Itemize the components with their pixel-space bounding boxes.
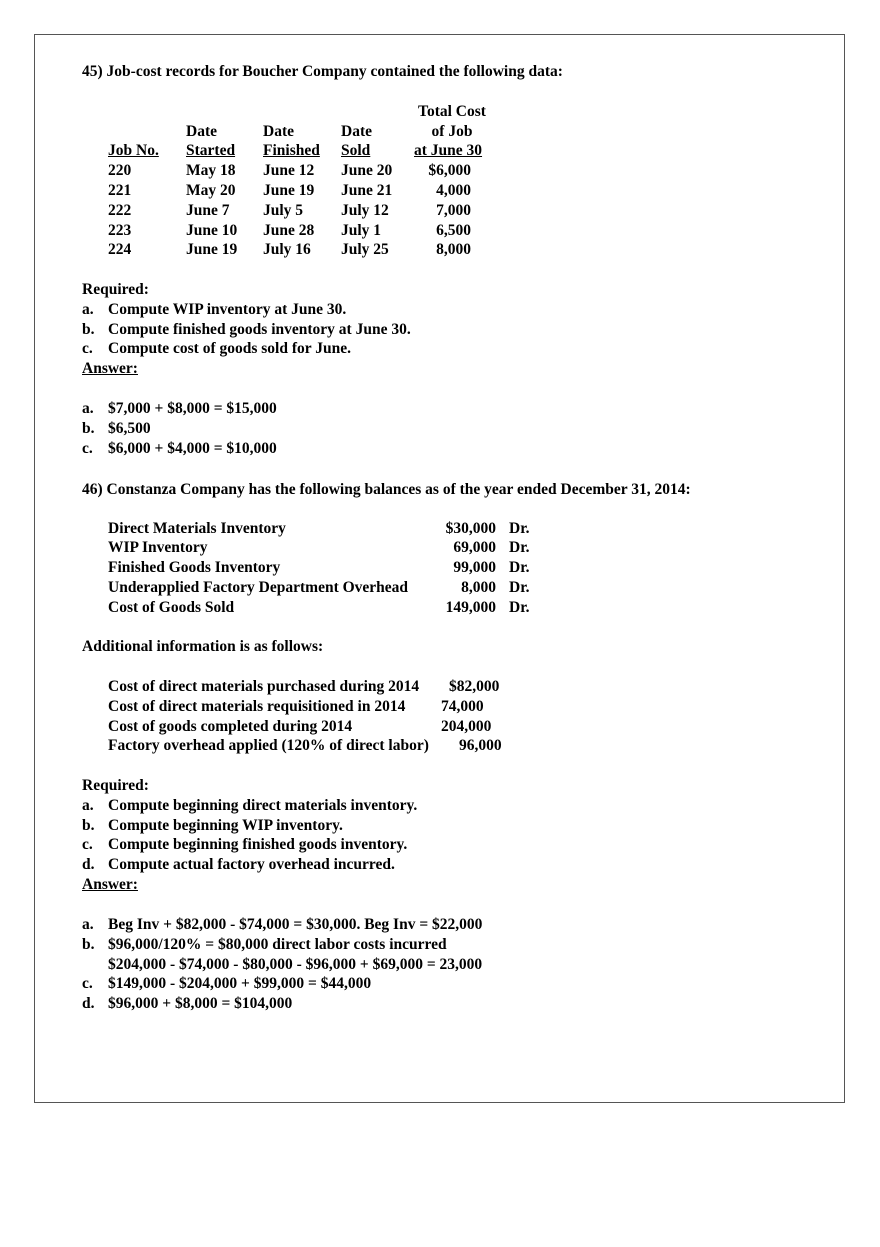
cell-finished: June 12 — [263, 162, 315, 179]
cell-job-no: 223 — [108, 222, 132, 239]
cell-started: May 20 — [186, 182, 236, 199]
cell-sold: July 12 — [341, 202, 389, 219]
balance-dr: Dr. — [509, 559, 530, 576]
item-marker: b. — [82, 419, 95, 437]
item-text: Compute WIP inventory at June 30. — [108, 300, 347, 318]
list-item — [82, 994, 482, 1014]
item-marker: b. — [82, 935, 95, 953]
cell-cost: 4,000 — [436, 182, 471, 199]
list-item — [82, 399, 277, 419]
cell-job-no: 224 — [108, 241, 132, 258]
item-text: Compute cost of goods sold for June. — [108, 340, 351, 358]
item-marker: a. — [82, 300, 94, 318]
balance-amount: 8,000 — [461, 579, 496, 596]
list-item — [82, 915, 482, 935]
item-marker: a. — [82, 796, 94, 814]
col-header-finished: Finished — [263, 142, 320, 159]
cell-started: June 10 — [186, 222, 238, 239]
q46-heading: 46) Constanza Company has the following balances as of the year ended December 31, 2014: — [82, 481, 691, 498]
col-header-at-june-30: at June 30 — [414, 142, 483, 159]
list-item — [82, 339, 411, 359]
cell-job-no: 220 — [108, 162, 132, 179]
cell-started: June 7 — [186, 202, 230, 219]
item-text: Compute actual factory overhead incurred. — [108, 856, 395, 874]
info-label: Cost of goods completed during 2014 — [108, 718, 353, 735]
col-header-date: Date — [263, 123, 294, 140]
cell-finished: July 16 — [263, 241, 311, 258]
q45-heading: 45) Job-cost records for Boucher Company contained the following data: — [82, 63, 563, 80]
info-label: Cost of direct materials requisitioned in 2014 — [108, 698, 406, 715]
list-item — [82, 974, 482, 994]
item-text: Beg Inv + $82,000 - $74,000 = $30,000. Beg Inv = $22,000 — [108, 916, 483, 933]
item-marker: c. — [82, 439, 93, 457]
list-item — [82, 796, 417, 816]
cell-finished: July 5 — [263, 202, 304, 219]
info-amount: $82,000 — [449, 678, 500, 695]
item-marker: d. — [82, 995, 95, 1013]
cell-sold: June 20 — [341, 162, 393, 179]
list-item — [82, 935, 482, 955]
cell-started: May 18 — [186, 162, 236, 179]
answer-label: Answer: — [82, 360, 138, 378]
cell-cost: 6,500 — [436, 222, 471, 239]
list-item — [82, 320, 411, 340]
balance-label: Direct Materials Inventory — [108, 520, 286, 537]
item-marker: a. — [82, 916, 94, 933]
list-item — [82, 439, 277, 459]
list-item — [82, 855, 417, 875]
balance-label: Finished Goods Inventory — [108, 559, 281, 576]
balance-label: Cost of Goods Sold — [108, 599, 235, 616]
col-header-sold: Sold — [341, 142, 371, 159]
item-text: Compute finished goods inventory at June 30. — [108, 320, 411, 338]
list-item — [82, 300, 411, 320]
balance-dr: Dr. — [509, 520, 530, 537]
item-text: $6,000 + $4,000 = $10,000 — [108, 439, 277, 457]
item-text: $204,000 - $74,000 - $80,000 - $96,000 + $69,000 = 23,000 — [108, 955, 483, 973]
item-text: Compute beginning finished goods inventory. — [108, 836, 408, 854]
balance-dr: Dr. — [509, 579, 530, 596]
cell-job-no: 222 — [108, 202, 132, 219]
item-text: Compute beginning direct materials inventory. — [108, 796, 418, 814]
balance-dr: Dr. — [509, 539, 530, 556]
list-item — [82, 816, 417, 836]
col-header-started: Started — [186, 142, 236, 159]
balance-amount: 149,000 — [445, 599, 496, 616]
item-text: $96,000 + $8,000 = $104,000 — [108, 995, 293, 1013]
col-header-of-job: of Job — [431, 123, 473, 140]
balance-dr: Dr. — [509, 599, 530, 616]
item-marker: d. — [82, 856, 95, 874]
item-text: $96,000/120% = $80,000 direct labor costs incurred — [108, 935, 447, 953]
balance-amount: 99,000 — [453, 559, 496, 576]
balance-amount: $30,000 — [445, 520, 496, 537]
cell-finished: June 19 — [263, 182, 315, 199]
info-label: Factory overhead applied (120% of direct labor) — [108, 737, 429, 754]
item-marker: c. — [82, 836, 93, 854]
cell-finished: June 28 — [263, 222, 315, 239]
list-item — [82, 419, 277, 439]
balance-amount: 69,000 — [453, 539, 496, 556]
info-amount: 74,000 — [441, 698, 484, 715]
q45-required-block — [82, 280, 411, 379]
item-marker: b. — [82, 816, 95, 834]
info-label: Cost of direct materials purchased during 2014 — [108, 678, 420, 695]
item-marker: c. — [82, 975, 93, 993]
answer-label: Answer: — [82, 875, 138, 893]
balance-label: WIP Inventory — [108, 539, 208, 556]
item-text: $6,500 — [108, 419, 151, 437]
list-item — [82, 835, 417, 855]
list-item — [82, 955, 482, 975]
info-amount: 204,000 — [441, 718, 492, 735]
cell-cost: 8,000 — [436, 241, 471, 258]
cell-cost: 7,000 — [436, 202, 471, 219]
balance-label: Underapplied Factory Department Overhead — [108, 579, 409, 596]
col-header-job-no: Job No. — [108, 142, 159, 159]
item-text: $7,000 + $8,000 = $15,000 — [108, 400, 277, 417]
cell-started: June 19 — [186, 241, 238, 258]
cell-job-no: 221 — [108, 182, 132, 199]
cell-cost: $6,000 — [428, 162, 471, 179]
q45-answers-block — [82, 399, 277, 458]
item-marker: a. — [82, 400, 94, 417]
col-header-total-cost: Total Cost — [418, 103, 486, 120]
q46-answers-block — [82, 915, 482, 1014]
cell-sold: June 21 — [341, 182, 393, 199]
required-label: Required: — [82, 281, 149, 298]
additional-info-label: Additional information is as follows: — [82, 638, 324, 655]
item-marker: b. — [82, 320, 95, 338]
col-header-date: Date — [341, 123, 372, 140]
q46-required-block — [82, 776, 417, 895]
info-amount: 96,000 — [459, 737, 502, 754]
required-label: Required: — [82, 777, 149, 794]
cell-sold: July 1 — [341, 222, 382, 239]
item-marker: c. — [82, 340, 93, 358]
col-header-date: Date — [186, 123, 217, 140]
cell-sold: July 25 — [341, 241, 389, 258]
item-text: Compute beginning WIP inventory. — [108, 816, 343, 834]
item-text: $149,000 - $204,000 + $99,000 = $44,000 — [108, 975, 372, 993]
